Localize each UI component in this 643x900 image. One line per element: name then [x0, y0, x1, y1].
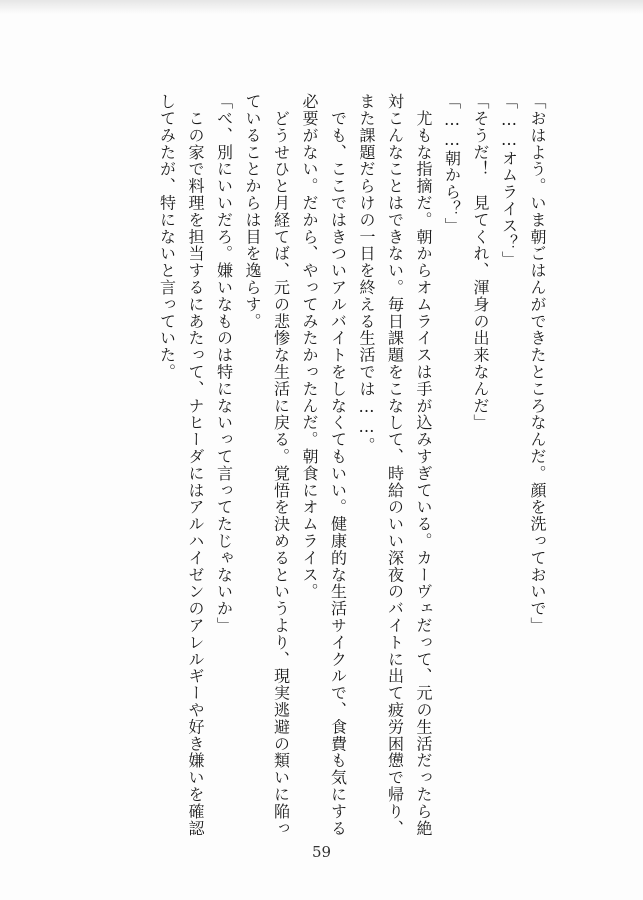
- text-line: 「べ、別にいいだろ。嫌いなものは特にないって言ってたじゃないか」: [214, 93, 234, 634]
- vertical-text-block: [152, 93, 551, 837]
- page-number: 59: [311, 843, 332, 861]
- text-line: してみたが、特にないと言っていた。: [157, 93, 177, 381]
- text-line: どうせひと月経てば、元の悲惨な生活に戻る。覚悟を決めるというより、現実逃避の類いに陥っ: [271, 93, 291, 837]
- page-top-shadow: [0, 0, 643, 14]
- text-line: 「おはよう。いま朝ごはんができたところなんだ。顔を洗っておいで」: [528, 93, 547, 634]
- text-line: ていることからは目を逸らす。: [243, 93, 262, 330]
- text-line: 「……朝から？」: [442, 93, 462, 235]
- text-line: 対こんなことはできない。毎日課題をこなして、時給のいい深夜のバイトに出て疲労困憊で帰り、: [385, 93, 405, 837]
- text-line: この家で料理を担当するにあたって、ナヒーダにはアルハイゼンのアレルギーや好き嫌いを確認: [186, 93, 205, 837]
- text-line: 必要がない。だから、やってみたかったんだ。朝食にオムライス。: [300, 93, 319, 600]
- text-line: 「そうだ！ 見てくれ、渾身の出来なんだ」: [471, 93, 490, 431]
- text-line: また課題だらけの一日を終える生活では……。: [357, 93, 376, 454]
- text-line: 尤もな指摘だ。朝からオムライスは手が込みすぎている。カーヴェだって、元の生活だったら絶: [414, 93, 433, 837]
- text-line: 「……オムライス？」: [499, 93, 519, 268]
- text-line: でも、ここではきついアルバイトをしなくてもいい。健康的な生活サイクルで、食費も気にする: [328, 93, 348, 837]
